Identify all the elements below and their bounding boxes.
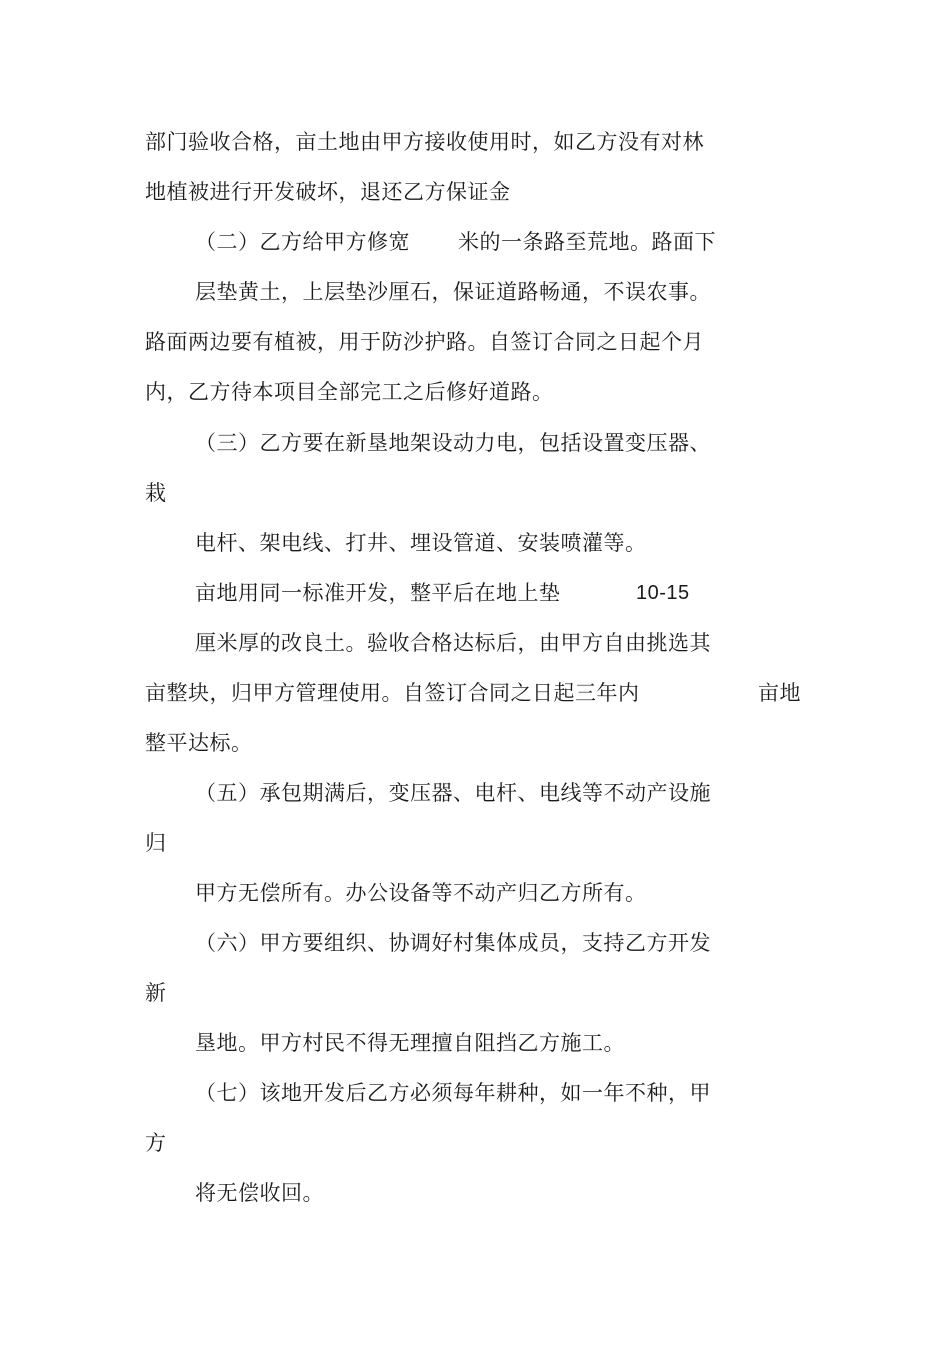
text-line: 甲方无偿所有。办公设备等不动产归乙方所有。	[195, 881, 647, 905]
text-line: 将无偿收回。	[195, 1181, 324, 1205]
text-line: （六）甲方要组织、协调好村集体成员，支持乙方开发	[195, 931, 711, 955]
text-line: 层垫黄土，上层垫沙厘石，保证道路畅通，不误农事。	[195, 280, 711, 304]
text-line: 整平达标。	[145, 731, 253, 755]
text-line: 米的一条路至荒地。路面下	[458, 230, 716, 254]
text-line: 亩整块，归甲方管理使用。自签订合同之日起三年内	[145, 681, 640, 705]
text-line: （七）该地开发后乙方必须每年耕种，如一年不种，甲	[195, 1081, 711, 1105]
text-line: 厘米厚的改良土。验收合格达标后，由甲方自由挑选其	[195, 631, 711, 655]
text-line: 新	[145, 981, 167, 1005]
text-line: 部门验收合格，亩土地由甲方接收使用时，如乙方没有对林	[145, 130, 704, 154]
text-line: 归	[145, 831, 167, 855]
text-line: 地植被进行开发破坏，退还乙方保证金	[145, 180, 511, 204]
text-line: （二）乙方给甲方修宽	[195, 230, 410, 254]
text-line: （三）乙方要在新垦地架设动力电，包括设置变压器、	[195, 431, 711, 455]
text-line: 方	[145, 1131, 167, 1155]
text-line: 亩地用同一标准开发，整平后在地上垫	[195, 581, 561, 605]
text-line: 内，乙方待本项目全部完工之后修好道路。	[145, 380, 554, 404]
text-line: 亩地	[758, 681, 801, 705]
text-line: 路面两边要有植被，用于防沙护路。自签订合同之日起个月	[145, 330, 704, 354]
text-line: （五）承包期满后，变压器、电杆、电线等不动产设施	[195, 781, 711, 805]
text-line: 垦地。甲方村民不得无理擅自阻挡乙方施工。	[195, 1031, 625, 1055]
text-line: 栽	[145, 481, 167, 505]
text-line: 电杆、架电线、打井、埋设管道、安装喷灌等。	[195, 531, 647, 555]
number-text: 10-15	[636, 582, 690, 604]
